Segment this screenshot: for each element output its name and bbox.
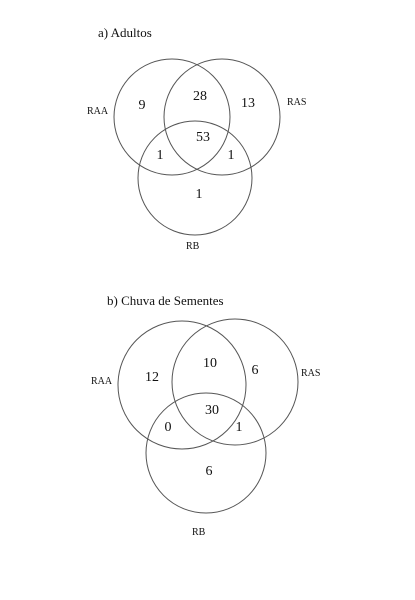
region-count-all: 53 — [196, 130, 210, 145]
region-count-rb-only: 1 — [195, 187, 203, 202]
set-circle-rb — [138, 121, 252, 235]
set-label-ras: RAS — [287, 97, 307, 108]
set-circle-raa — [118, 321, 246, 449]
set-circle-ras — [164, 59, 280, 175]
venn-diagram-chuva-de-sementes — [91, 293, 320, 538]
region-count-rb-only: 6 — [205, 464, 213, 479]
region-count-ras-only: 6 — [251, 363, 259, 378]
region-count-raa-only: 12 — [145, 370, 159, 385]
region-count-ras-rb: 1 — [227, 148, 235, 163]
region-count-raa-ras: 28 — [193, 89, 207, 104]
region-count-ras-rb: 1 — [235, 420, 243, 435]
diagram-title: a) Adultos — [98, 25, 152, 40]
set-label-rb: RB — [192, 527, 206, 538]
set-label-raa: RAA — [91, 376, 113, 387]
set-circle-raa — [114, 59, 230, 175]
diagram-title: b) Chuva de Sementes — [107, 293, 224, 308]
set-label-ras: RAS — [301, 368, 321, 379]
region-count-ras-only: 13 — [241, 96, 255, 111]
venn-diagram-adultos — [87, 25, 306, 252]
region-count-raa-rb: 1 — [156, 148, 164, 163]
region-count-raa-ras: 10 — [203, 356, 217, 371]
set-label-raa: RAA — [87, 106, 109, 117]
set-label-rb: RB — [186, 241, 200, 252]
region-count-raa-only: 9 — [138, 98, 146, 113]
region-count-raa-rb: 0 — [164, 420, 172, 435]
region-count-all: 30 — [205, 403, 219, 418]
